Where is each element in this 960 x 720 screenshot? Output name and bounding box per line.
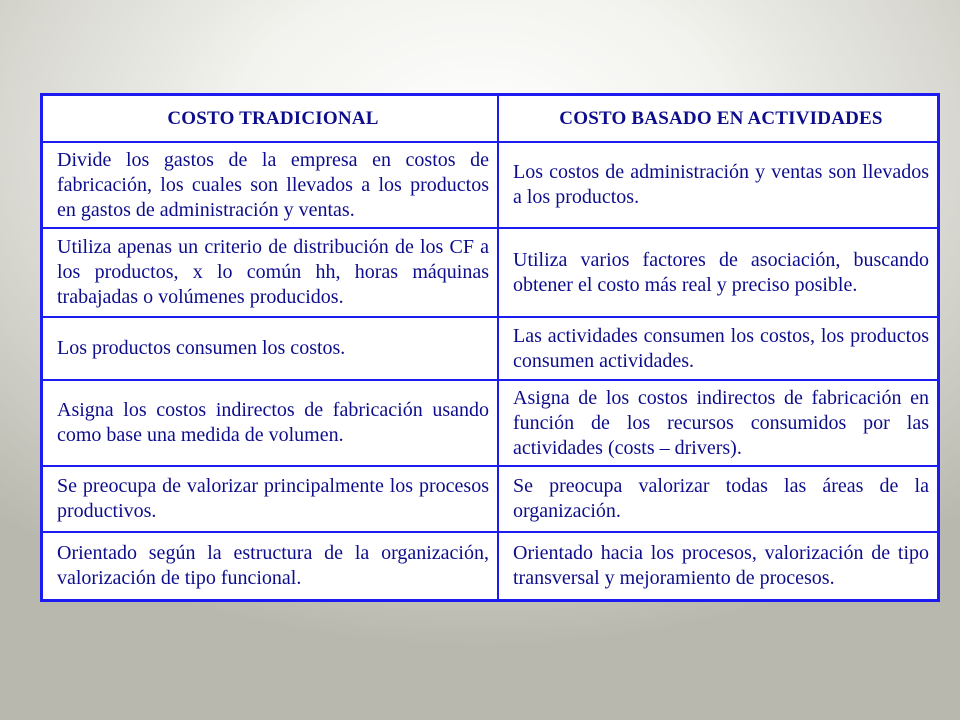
header-traditional-cost: COSTO TRADICIONAL: [43, 96, 498, 142]
cell-activity-based: Utiliza varios factores de asociación, buscando obtener el costo más real y preciso posible.: [498, 228, 937, 317]
cell-traditional: Divide los gastos de la empresa en costos de fabricación, los cuales son llevados a los productos en gastos de administración y ventas.: [43, 142, 498, 228]
cell-traditional: Los productos consumen los costos.: [43, 317, 498, 380]
cell-activity-based: Los costos de administración y ventas son llevados a los productos.: [498, 142, 937, 228]
comparison-table: [43, 96, 937, 599]
cell-traditional: Se preocupa de valorizar principalmente los procesos productivos.: [43, 466, 498, 532]
table-row: [43, 228, 937, 317]
cell-traditional: Orientado según la estructura de la organización, valorización de tipo funcional.: [43, 532, 498, 599]
cell-activity-based: Asigna de los costos indirectos de fabricación en función de los recursos consumidos por las actividades (costs – drivers).: [498, 380, 937, 466]
cell-activity-based: Las actividades consumen los costos, los productos consumen actividades.: [498, 317, 937, 380]
cell-activity-based: Orientado hacia los procesos, valorización de tipo transversal y mejoramiento de procesos.: [498, 532, 937, 599]
table-row: [43, 380, 937, 466]
comparison-table-frame: [40, 93, 940, 602]
cell-traditional: Utiliza apenas un criterio de distribución de los CF a los productos, x lo común hh, horas máquinas trabajadas o volúmenes producidos.: [43, 228, 498, 317]
table-row: [43, 317, 937, 380]
table-row: [43, 466, 937, 532]
table-row: [43, 532, 937, 599]
header-activity-based-cost: COSTO BASADO EN ACTIVIDADES: [498, 96, 937, 142]
cell-traditional: Asigna los costos indirectos de fabricación usando como base una medida de volumen.: [43, 380, 498, 466]
table-row: [43, 142, 937, 228]
table-header-row: [43, 96, 937, 142]
cell-activity-based: Se preocupa valorizar todas las áreas de la organización.: [498, 466, 937, 532]
